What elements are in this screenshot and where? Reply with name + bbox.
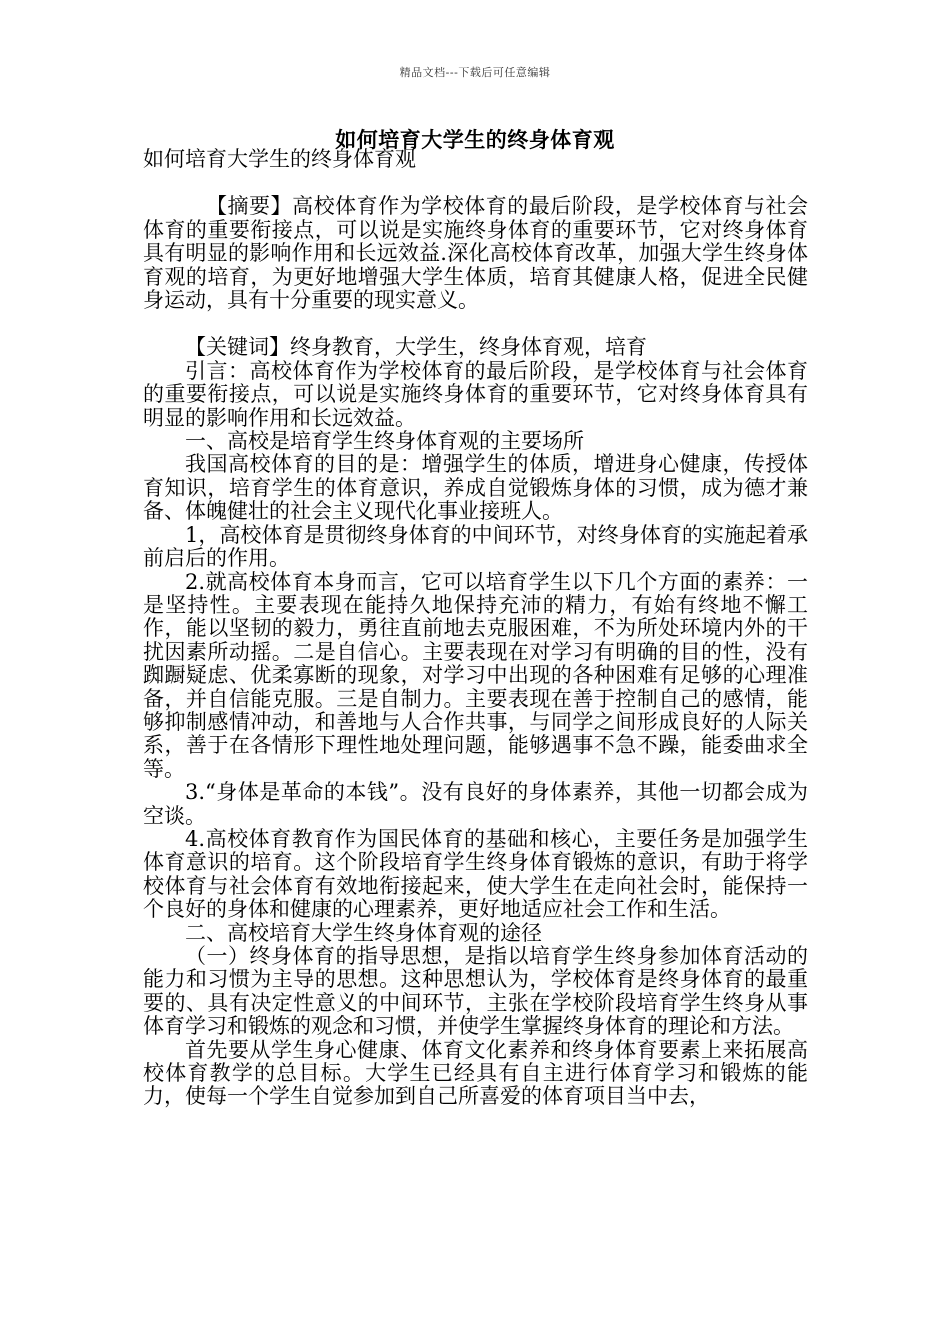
section-heading-1: 一、高校是培育学生终身体育观的主要场所 xyxy=(185,429,584,454)
spacer xyxy=(143,171,808,195)
paragraph-first-step: 首先要从学生身心健康、体育文化素养和终身体育要素上来拓展高校体育教学的总目标。大学生已经具有自主进行体育学习和锻炼的能力，使每一个学生自觉参加到自己所喜爱的体育项目当中去， xyxy=(143,1037,808,1109)
keywords-paragraph: 【关键词】终身教育，大学生，终身体育观，培育 xyxy=(185,335,647,360)
paragraph-point-3: 3.“身体是革命的本钱”。没有良好的身体素养，其他一切都会成为空谈。 xyxy=(143,780,808,828)
spacer xyxy=(143,312,808,336)
section-heading-2: 二、高校培育大学生终身体育观的途径 xyxy=(185,920,542,945)
abstract-paragraph: 【摘要】高校体育作为学校体育的最后阶段，是学校体育与社会体育的重要衔接点，可以说是实施终身体育的重要环节，它对终身体育具有明显的影响作用和长远效益.深化高校体育改革，加强大学生终身体育观的培育，为更好地增强大学生体质，培育其健康人格，促进全民健身运动，具有十分重要的现实意义。 xyxy=(143,194,808,313)
paragraph-introduction: 引言：高校体育作为学校体育的最后阶段，是学校体育与社会体育的重要衔接点，可以说是实施终身体育的重要环节，它对终身体育具有明显的影响作用和长远效益。 xyxy=(143,358,808,430)
paragraph-point-4: 4.高校体育教育作为国民体育的基础和核心，主要任务是加强学生体育意识的培育。这个阶段培育学生终身体育锻炼的意识，有助于将学校体育与社会体育有效地衔接起来，使大学生在走向社会时，能保持一个良好的身体和健康的心理素养，更好地适应社会工作和生活。 xyxy=(143,826,808,922)
document-title: 如何培育大学生的终身体育观 xyxy=(335,127,615,152)
document-body xyxy=(143,148,808,1109)
paragraph-point-2: 2.就高校体育本身而言，它可以培育学生以下几个方面的素养：一是坚持性。主要表现在能持久地保持充沛的精力，有始有终地不懈工作，能以坚韧的毅力，勇往直前地去克服困难，不为所处环境内外的干扰因素所动摇。二是自信心。主要表现在对学习有明确的目的性，没有踟蹰疑虑、优柔寡断的现象，对学习中出现的各种困难有足够的心理准备，并自信能克服。三是自制力。主要表现在善于控制自己的感情，能够抑制感情冲动，和善地与人合作共事，与同学之间形成良好的人际关系，善于在各情形下理性地处理问题，能够遇事不急不躁，能委曲求全等。 xyxy=(143,569,808,781)
header-note: 精品文档---下载后可任意编辑 xyxy=(399,66,551,79)
paragraph-guiding-idea: （一）终身体育的指导思想，是指以培育学生终身参加体育活动的能力和习惯为主导的思想。这种思想认为，学校体育是终身体育的最重要的、具有决定性意义的中间环节，主张在学校阶段培育学生终身从事体育学习和锻炼的观念和习惯，并使学生掌握终身体育的理论和方法。 xyxy=(143,944,808,1039)
paragraph-purpose: 我国高校体育的目的是：增强学生的体质，增进身心健康，传授体育知识，培育学生的体育意识，养成自觉锻炼身体的习惯，成为德才兼备、体魄健壮的社会主义现代化事业接班人。 xyxy=(143,452,808,524)
document-subtitle: 如何培育大学生的终身体育观 xyxy=(143,147,416,171)
paragraph-point-1: 1，高校体育是贯彻终身体育的中间环节，对终身体育的实施起着承前启后的作用。 xyxy=(143,522,808,571)
